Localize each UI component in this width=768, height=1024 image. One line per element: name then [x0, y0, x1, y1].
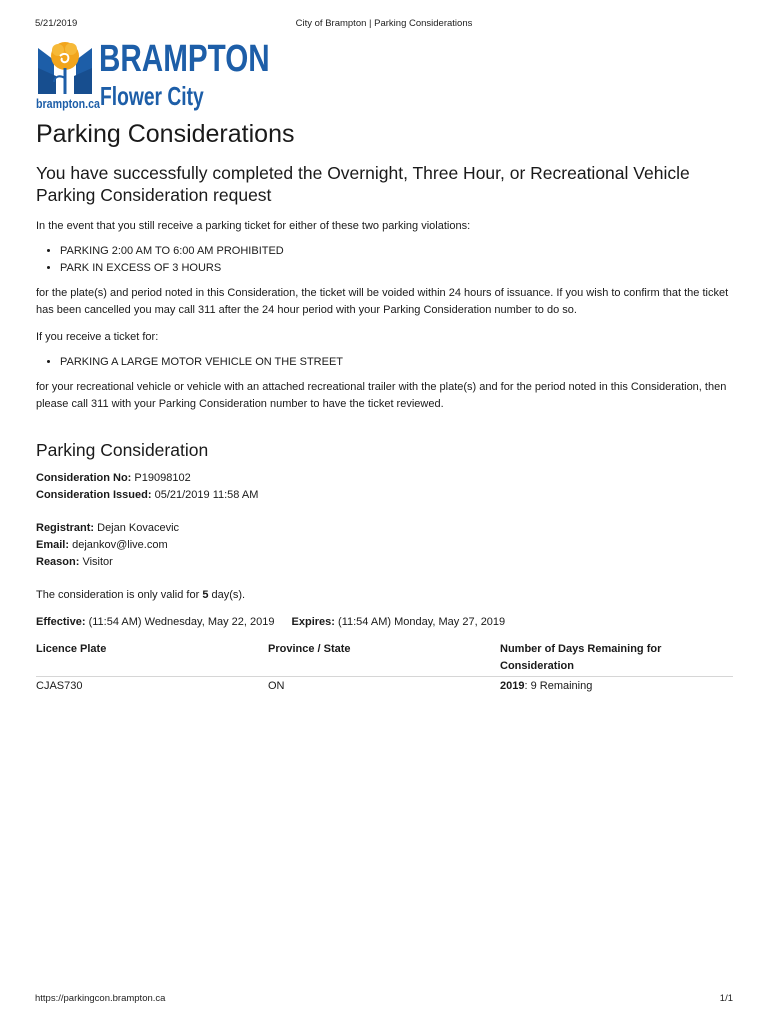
print-footer [35, 993, 733, 1007]
print-date: 5/21/2019 [35, 18, 78, 29]
validity-statement [36, 587, 736, 604]
registrant-details [36, 520, 736, 571]
receive-intro: If you receive a ticket for: [36, 331, 159, 343]
plate-cell: CJAS730 [36, 680, 83, 692]
registrant-label: Registrant: [36, 522, 95, 534]
validity-dates [36, 614, 736, 631]
consideration-heading: Parking Consideration [36, 440, 209, 460]
intro-text: In the event that you still receive a parking ticket for either of these two parking violations: [36, 220, 471, 232]
rv-notice: for your recreational vehicle or vehicle with an attached recreational trailer with the plate(s) and for the period noted in this Consideration, then please call 311 with your Parking Consideration number to have the ticket reviewed. [36, 381, 727, 410]
rv-violation-list [36, 354, 736, 371]
consideration-number-label: Consideration No: [36, 472, 132, 484]
column-header-days-remaining: Number of Days Remaining for Consideration [500, 641, 733, 677]
column-header-plate: Licence Plate [36, 641, 268, 677]
remaining-count: : 9 Remaining [524, 680, 593, 692]
consideration-number: P19098102 [134, 472, 191, 484]
void-notice: for the plate(s) and period noted in this Consideration, the ticket will be voided within 24 hours of issuance. If you wish to confirm that the ticket has been cancelled you may call 311 after the 24 hour period with your Parking Consideration number to do so. [36, 287, 729, 316]
page-number: 1/1 [719, 993, 733, 1004]
consideration-details [36, 470, 736, 504]
violation-list [36, 243, 736, 277]
effective-label: Effective: [36, 616, 86, 628]
expires-label: Expires: [291, 616, 335, 628]
email-value: dejankov@live.com [72, 539, 168, 551]
brampton-logo[interactable] [36, 38, 276, 114]
column-header-province: Province / State [268, 641, 500, 677]
page-title: Parking Considerations [36, 120, 295, 148]
list-item: • PARK IN EXCESS OF 3 HOURS [60, 260, 736, 277]
reason-value: Visitor [82, 556, 113, 568]
email-label: Email: [36, 539, 70, 551]
plates-table [36, 641, 733, 695]
main-content [36, 118, 736, 695]
consideration-issued-label: Consideration Issued: [36, 489, 152, 501]
table-header-row [36, 641, 733, 677]
consideration-number-row [36, 470, 736, 487]
valid-days: 5 [202, 589, 209, 601]
footer-url: https://parkingcon.brampton.ca [35, 993, 166, 1004]
valid-prefix: The consideration is only valid for [36, 589, 200, 601]
reason-label: Reason: [36, 556, 80, 568]
consideration-issued-row [36, 487, 736, 504]
expires-value: (11:54 AM) Monday, May 27, 2019 [338, 616, 506, 628]
flower-emblem-icon [36, 38, 94, 96]
days-remaining-cell [500, 677, 733, 696]
reason-row [36, 554, 736, 571]
registrant-name: Dejan Kovacevic [97, 522, 180, 534]
print-page-title: City of Brampton | Parking Considerations [295, 18, 473, 29]
logo-wordmark: BRAMPTON [99, 38, 270, 80]
success-message: You have successfully completed the Overnight, Three Hour, or Recreational Vehicle Parking Consideration request [36, 163, 690, 205]
logo-site: brampton.ca [36, 96, 100, 111]
consideration-issued: 05/21/2019 11:58 AM [154, 489, 259, 501]
registrant-row [36, 520, 736, 537]
logo-tagline: Flower City [100, 81, 204, 111]
effective-value: (11:54 AM) Wednesday, May 22, 2019 [88, 616, 275, 628]
province-cell: ON [268, 680, 285, 692]
remaining-year: 2019 [500, 680, 525, 692]
valid-suffix: day(s). [211, 589, 246, 601]
table-row [36, 677, 733, 696]
print-header [35, 18, 733, 32]
email-row [36, 537, 736, 554]
list-item: • PARKING 2:00 AM TO 6:00 AM PROHIBITED [60, 243, 736, 260]
list-item: • PARKING A LARGE MOTOR VEHICLE ON THE STREET [60, 354, 736, 371]
